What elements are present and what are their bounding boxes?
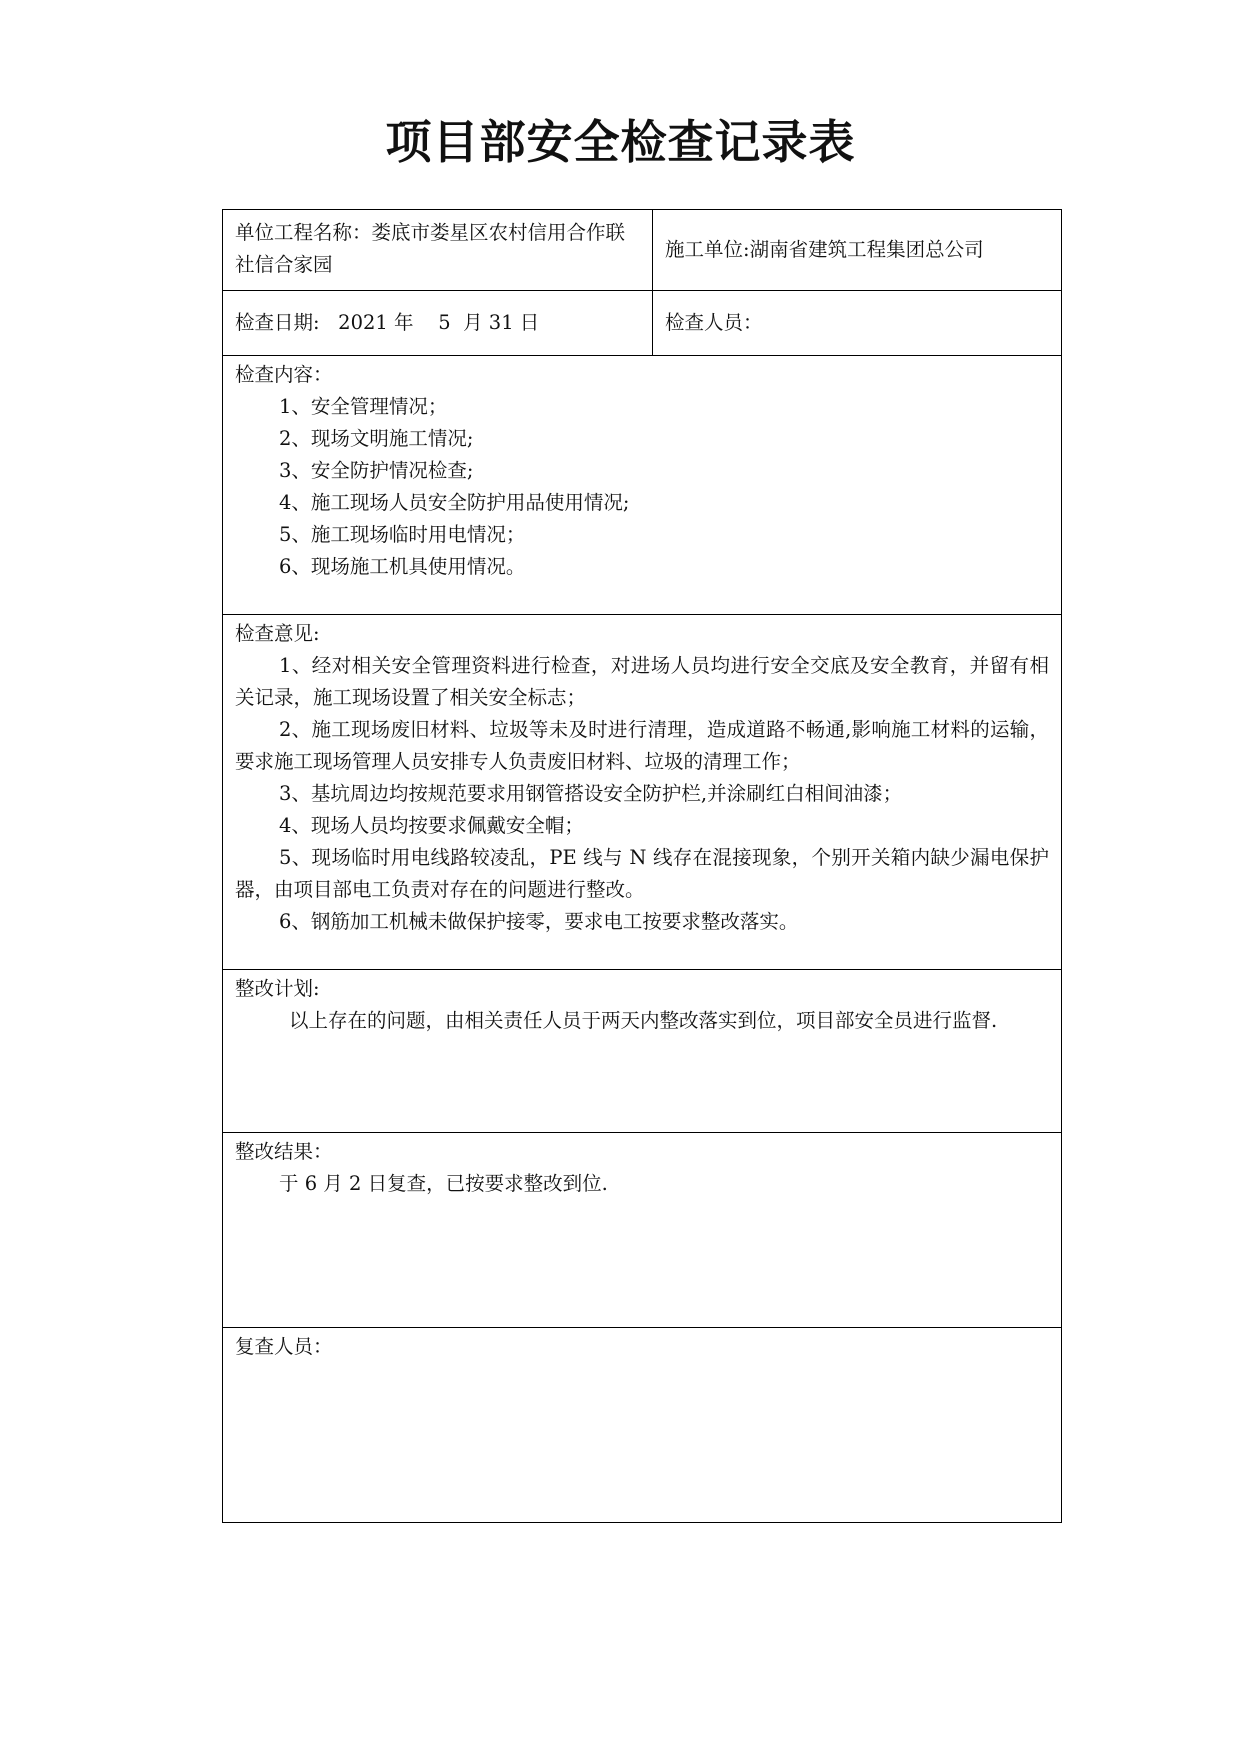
reviewer-heading: 复查人员： — [235, 1335, 333, 1358]
project-name: 单位工程名称：娄底市娄星区农村信用合作联社信合家园 — [235, 221, 626, 276]
inspection-date: 检查日期: 2021 年 5 月 31 日 — [235, 311, 540, 334]
inspection-content-section — [223, 356, 1061, 615]
opinion-item: 5、现场临时用电线路较凌乱，PE 线与 N 线存在混接现象，个别开关箱内缺少漏电保护器，由项目部电工负责对存在的问题进行整改。 — [235, 846, 1049, 901]
content-item: 1、安全管理情况； — [279, 395, 448, 418]
content-item: 5、施工现场临时用电情况； — [279, 523, 526, 546]
inspection-date-cell — [223, 291, 653, 355]
inspector-cell — [653, 291, 1061, 355]
plan-text: 以上存在的问题，由相关责任人员于两天内整改落实到位，项目部安全员进行监督. — [289, 1009, 998, 1032]
opinion-item: 1、经对相关安全管理资料进行检查，对进场人员均进行安全交底及安全教育，并留有相关记录，施工现场设置了相关安全标志； — [235, 654, 1049, 709]
opinion-heading: 检查意见: — [235, 622, 320, 645]
content-item: 4、施工现场人员安全防护用品使用情况; — [279, 491, 630, 514]
inspector: 检查人员： — [665, 311, 763, 334]
inspection-opinion-section — [223, 615, 1061, 970]
content-item: 3、安全防护情况检查; — [279, 459, 474, 482]
contractor-cell — [653, 210, 1061, 290]
reviewer-section — [223, 1328, 1061, 1522]
rectification-plan-section — [223, 970, 1061, 1133]
rectification-result-section — [223, 1133, 1061, 1328]
project-name-cell — [223, 210, 653, 290]
inspection-form — [222, 209, 1062, 1523]
opinion-item: 4、现场人员均按要求佩戴安全帽； — [279, 814, 584, 837]
content-item: 6、现场施工机具使用情况。 — [279, 555, 526, 578]
opinion-item: 3、基坑周边均按规范要求用钢管搭设安全防护栏,并涂刷红白相间油漆； — [279, 782, 903, 805]
opinion-item: 6、钢筋加工机械未做保护接零，要求电工按要求整改落实。 — [279, 910, 799, 933]
contractor: 施工单位:湖南省建筑工程集团总公司 — [665, 238, 984, 261]
content-item: 2、现场文明施工情况; — [279, 427, 474, 450]
page-title: 项目部安全检查记录表 — [385, 115, 856, 169]
date-row — [223, 291, 1061, 356]
result-text: 于 6 月 2 日复查，已按要求整改到位. — [279, 1172, 608, 1195]
plan-heading: 整改计划: — [235, 977, 320, 1000]
project-row — [223, 210, 1061, 291]
result-heading: 整改结果： — [235, 1140, 333, 1163]
opinion-item: 2、施工现场废旧材料、垃圾等未及时进行清理，造成道路不畅通,影响施工材料的运输，要求施工现场管理人员安排专人负责废旧材料、垃圾的清理工作； — [235, 718, 1049, 773]
content-heading: 检查内容： — [235, 363, 333, 386]
